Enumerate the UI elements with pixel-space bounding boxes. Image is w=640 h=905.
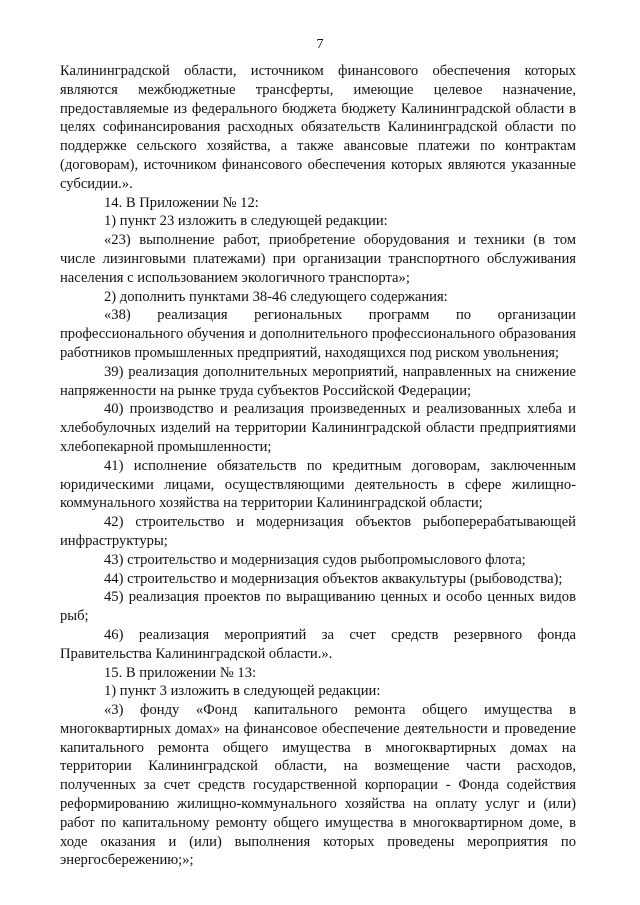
paragraph-point-38: «38) реализация региональных программ по организации профессионального обучения и дополнительного профессионального образования работников промышленных предприятий, находящихся под риском увольнения; bbox=[60, 307, 576, 361]
page-number: 7 bbox=[316, 37, 324, 52]
paragraph-point-46: 46) реализация мероприятий за счет средств резервного фонда Правительства Калининградской области.». bbox=[60, 626, 576, 662]
paragraph-subitem-2: 2) дополнить пунктами 38-46 следующего содержания: bbox=[104, 288, 448, 305]
paragraph-point-41: 41) исполнение обязательств по кредитным договорам, заключенным юридическими лицами, осуществляющими деятельность в сфере жилищно-коммунального хозяйства на территории Калининградской области; bbox=[60, 457, 576, 512]
paragraph-point-42: 42) строительство и модернизация объектов рыбоперерабатывающей инфраструктуры; bbox=[60, 514, 576, 549]
paragraph-point-3: «3) фонду «Фонд капитального ремонта общего имущества в многоквартирных домах» на финансовое обеспечение деятельности и проведение капитального ремонта общего имущества в многоквартирных домах на территории Калининградской области, на возмещение части расходов, полученных за счет средств государственной корпорации - Фонда содействия реформированию жилищно-коммунального хозяйства на оплату услуг и (или) работ по капитальному ремонту общего имущества в многоквартирном доме, в ходе оказания и (или) выполнения которых проведены мероприятия по энергосбережению;»; bbox=[60, 702, 576, 869]
paragraph-point-45: 45) реализация проектов по выращиванию ценных и особо ценных видов рыб; bbox=[60, 589, 576, 625]
paragraph-point-23: «23) выполнение работ, приобретение оборудования и техники (в том числе лизинговыми платежами) при организации транспортного обслуживания населения с использованием экологичного транспорта»; bbox=[60, 232, 576, 286]
paragraph-point-44: 44) строительство и модернизация объектов аквакультуры (рыбоводства); bbox=[104, 570, 563, 587]
paragraph-subitem-1-annex-13: 1) пункт 3 изложить в следующей редакции: bbox=[104, 683, 381, 700]
paragraph-point-39: 39) реализация дополнительных мероприятий, направленных на снижение напряженности на рынке труда субъектов Российской Федерации; bbox=[60, 363, 576, 399]
paragraph-point-40: 40) производство и реализация произведенных и реализованных хлеба и хлебобулочных изделий на территории Калининградской области предприятиями хлебопекарной промышленности; bbox=[60, 401, 576, 455]
document-body bbox=[60, 62, 576, 870]
paragraph-subitem-1: 1) пункт 23 изложить в следующей редакции: bbox=[104, 213, 388, 230]
paragraph-item-14: 14. В Приложении № 12: bbox=[104, 194, 259, 211]
paragraph-item-15: 15. В приложении № 13: bbox=[104, 664, 257, 681]
paragraph-continuation: Калининградской области, источником финансового обеспечения которых являются межбюджетные трансферты, имеющие целевое назначение, предоставляемые из федерального бюджета бюджету Калининградской области в целях софинансирования расходных обязательств Калининградской области по поддержке сельского хозяйства, а также авансовые платежи по контрактам (договорам), источником финансового обеспечения которых являются указанные субсидии.». bbox=[60, 63, 576, 192]
paragraph-point-43: 43) строительство и модернизация судов рыбопромыслового флота; bbox=[104, 551, 526, 568]
